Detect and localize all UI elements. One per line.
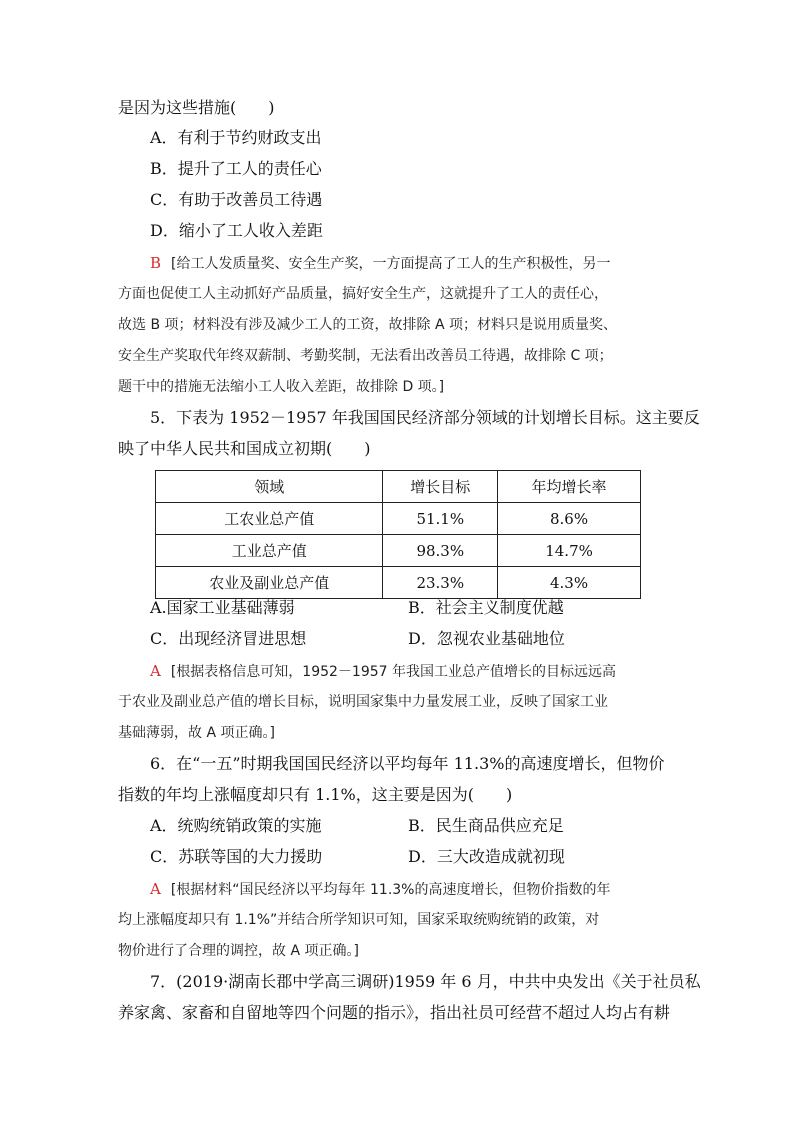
table-header-cell: 增长目标 [383, 471, 498, 503]
table-cell: 51.1% [383, 503, 498, 535]
q6-option-c: C．苏联等国的大力援助 [150, 847, 323, 866]
table-cell: 工农业总产值 [156, 503, 383, 535]
q6-option-d: D．三大改造成就初现 [408, 847, 565, 866]
table-row [156, 567, 641, 599]
q6-explanation-line-1: A [根据材料“国民经济以平均每年 11.3%的高速度增长，但物价指数的年 [150, 880, 611, 898]
q5-answer-key: A [150, 662, 161, 680]
q6-answer-key: A [150, 880, 161, 898]
q5-explanation-line-3: 基础薄弱，故 A 项正确。] [118, 725, 275, 741]
q4-stem: 是因为这些措施( ) [118, 98, 275, 117]
q6-stem-line-2: 指数的年均上涨幅度却只有 1.1%，这主要是因为( ) [118, 785, 513, 804]
q6-stem-line-1: 6．在“一五”时期我国国民经济以平均每年 11.3%的高速度增长，但物价 [150, 754, 665, 773]
table-header-row [156, 471, 641, 503]
q5-option-c: C．出现经济冒进思想 [150, 629, 307, 648]
q4-option-a: A．有利于节约财政支出 [150, 128, 322, 147]
table-cell: 4.3% [498, 567, 641, 599]
q4-explanation-line-3: 故选 B 项；材料没有涉及减少工人的工资，故排除 A 项；材料只是说用质量奖、 [118, 317, 617, 333]
q4-option-d: D．缩小了工人收入差距 [150, 221, 323, 240]
q6-option-b: B．民生商品供应充足 [408, 816, 564, 835]
q6-explanation-line-3: 物价进行了合理的调控，故 A 项正确。] [118, 943, 359, 959]
q5-option-a: A.国家工业基础薄弱 [150, 598, 295, 617]
q4-answer-key: B [150, 254, 162, 272]
table-header-cell: 领域 [156, 471, 383, 503]
q5-explanation-line-2: 于农业及副业总产值的增长目标，说明国家集中力量发展工业，反映了国家工业 [118, 694, 608, 710]
table-cell: 98.3% [383, 535, 498, 567]
q6-option-a: A．统购统销政策的实施 [150, 816, 322, 835]
table-cell: 23.3% [383, 567, 498, 599]
q5-option-d: D．忽视农业基础地位 [408, 629, 565, 648]
q5-data-table [155, 470, 641, 599]
q7-stem-line-1: 7．(2019·湖南长郡中学高三调研)1959 年 6 月，中共中央发出《关于社员私 [150, 972, 701, 991]
table-cell: 8.6% [498, 503, 641, 535]
q4-explanation-line-2: 方面也促使工人主动抓好产品质量，搞好安全生产，这就提升了工人的责任心， [118, 286, 608, 302]
q4-option-b: B．提升了工人的责任心 [150, 159, 322, 178]
q4-option-c: C．有助于改善员工待遇 [150, 190, 323, 209]
q5-explanation-line-1: A [根据表格信息可知，1952－1957 年我国工业总产值增长的目标远远高 [150, 662, 617, 680]
q5-stem-line-1: 5．下表为 1952－1957 年我国国民经济部分领域的计划增长目标。这主要反 [150, 408, 700, 427]
q5-stem-line-2: 映了中华人民共和国成立初期( ) [118, 439, 371, 458]
table-row [156, 503, 641, 535]
table-cell: 农业及副业总产值 [156, 567, 383, 599]
q4-explanation-line-4: 安全生产奖取代年终双薪制、考勤奖制，无法看出改善员工待遇，故排除 C 项； [118, 348, 613, 364]
q5-option-b: B．社会主义制度优越 [408, 598, 564, 617]
table-cell: 工业总产值 [156, 535, 383, 567]
q6-explanation-line-2: 均上涨幅度却只有 1.1%”并结合所学知识可知，国家采取统购统销的政策，对 [118, 912, 600, 928]
q7-stem-line-2: 养家禽、家畜和自留地等四个问题的指示》，指出社员可经营不超过人均占有耕 [118, 1003, 671, 1022]
q4-explanation-line-5: 题干中的措施无法缩小工人收入差距，故排除 D 项。] [118, 379, 445, 395]
q4-explanation-line-1: B [给工人发质量奖、安全生产奖，一方面提高了工人的生产积极性，另一 [150, 254, 611, 272]
table-cell: 14.7% [498, 535, 641, 567]
table-row [156, 535, 641, 567]
table-header-cell: 年均增长率 [498, 471, 641, 503]
